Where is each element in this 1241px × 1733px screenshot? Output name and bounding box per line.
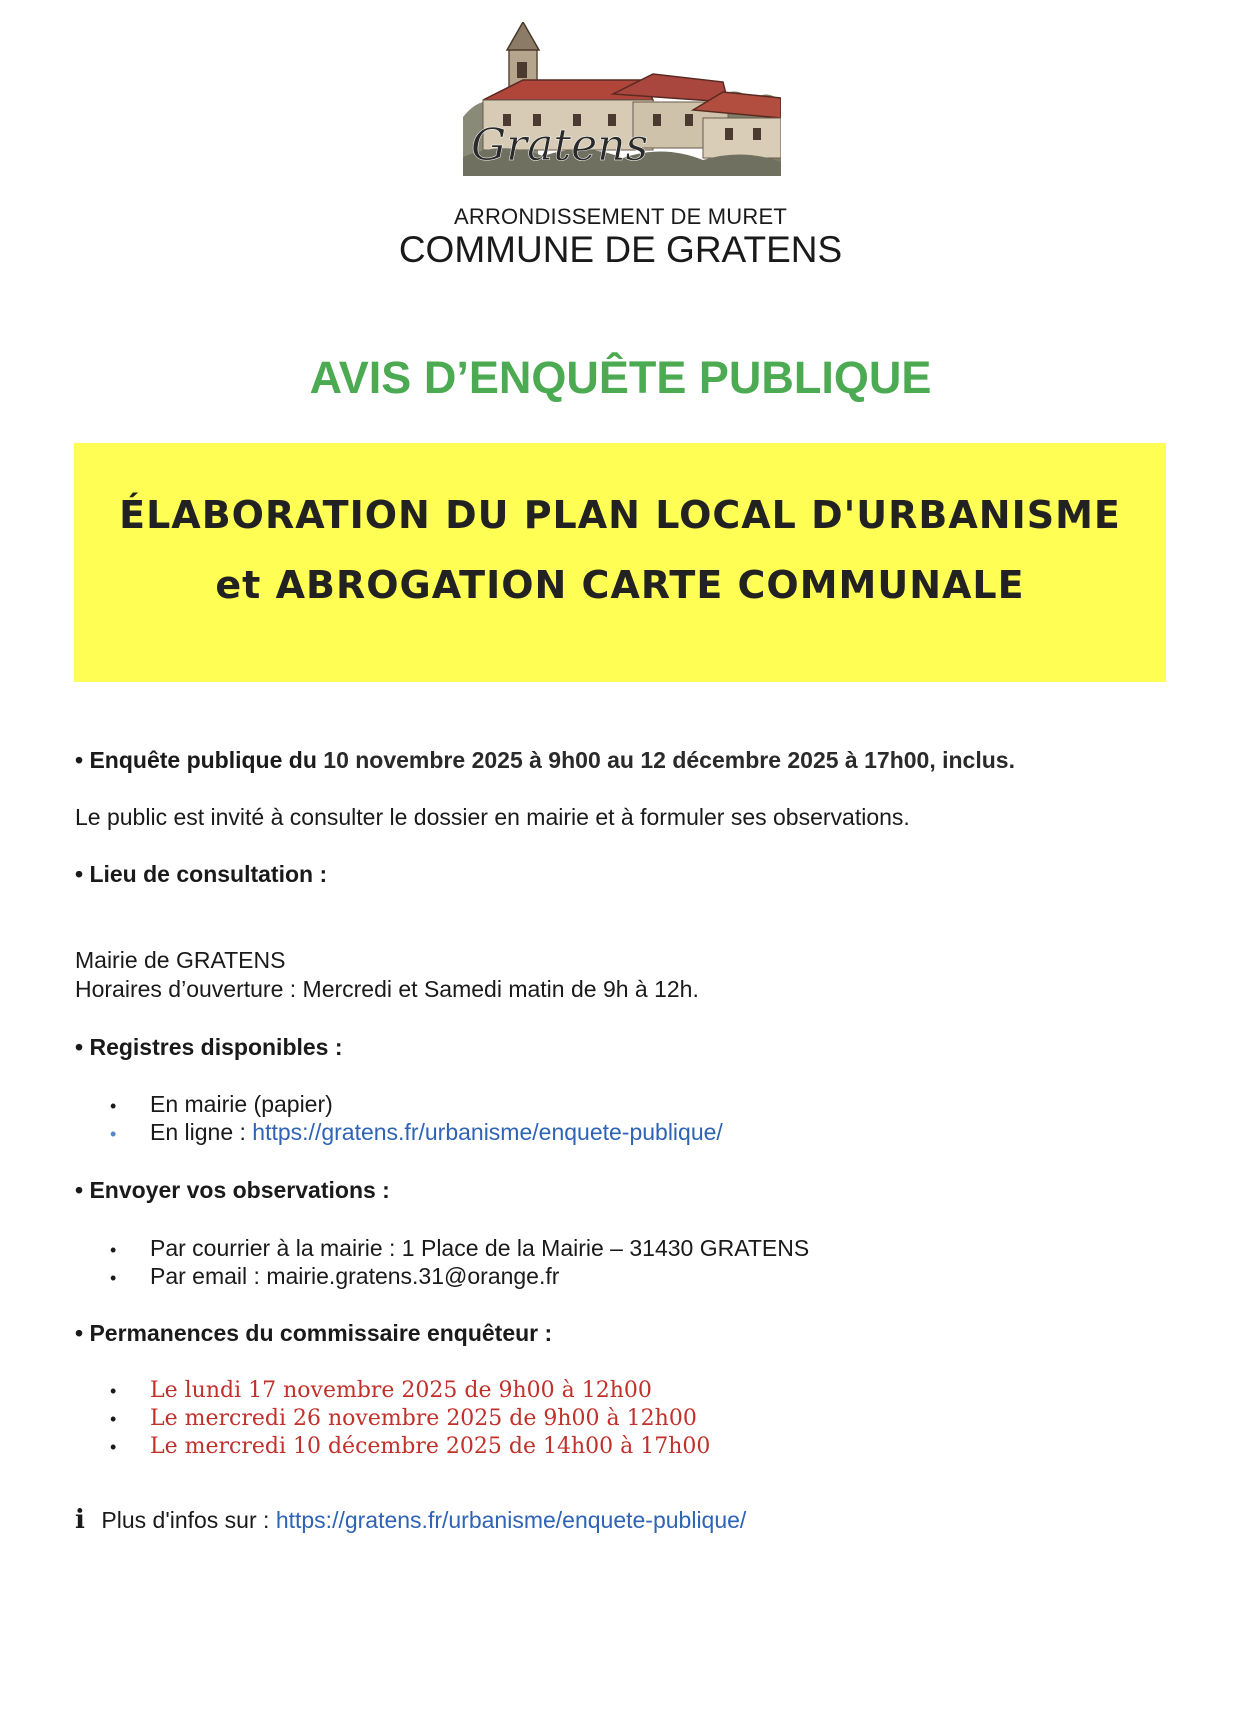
enquete-dates: 10 novembre 2025 à 9h00 au 12 décembre 2025 à 17h00, inclus. [323, 747, 1015, 773]
registres-heading [75, 1034, 343, 1061]
more-info-link[interactable]: https://gratens.fr/urbanisme/enquete-publique/ [275, 1507, 747, 1533]
list-bullet: • [110, 1437, 117, 1457]
permanence-1: Le lundi 17 novembre 2025 de 9h00 à 12h00 [150, 1378, 652, 1403]
permanences-heading [75, 1320, 552, 1347]
bullet: • [75, 1034, 84, 1060]
list-item [110, 1091, 333, 1118]
lieu-mairie: Mairie de GRATENS [75, 947, 286, 973]
banner-line-1: ÉLABORATION DU PLAN LOCAL D'URBANISME [119, 493, 1121, 537]
list-bullet: • [110, 1096, 117, 1116]
commune-heading: COMMUNE DE GRATENS [398, 229, 843, 270]
permanence-item [110, 1378, 652, 1403]
banner-line-2: et ABROGATION CARTE COMMUNALE [215, 563, 1025, 607]
registre-link[interactable]: https://gratens.fr/urbanisme/enquete-publique/ [252, 1119, 723, 1145]
bullet: • [75, 747, 84, 773]
info-icon: i [75, 1505, 85, 1535]
permanence-3: Le mercredi 10 décembre 2025 de 14h00 à 17h00 [150, 1434, 711, 1459]
permanence-2: Le mercredi 26 novembre 2025 de 9h00 à 12h00 [150, 1406, 697, 1431]
observation-courrier: Par courrier à la mairie : 1 Place de la Mairie – 31430 GRATENS [150, 1235, 810, 1261]
lieu-heading-text: Lieu de consultation : [89, 861, 328, 887]
list-item [110, 1235, 809, 1262]
registre-papier: En mairie (papier) [150, 1091, 333, 1117]
bullet: • [75, 1320, 84, 1346]
registres-heading-text: Registres disponibles : [89, 1034, 343, 1060]
more-info-line [75, 1505, 746, 1535]
permanences-heading-text: Permanences du commissaire enquêteur : [89, 1320, 553, 1346]
enquete-dates-line [75, 747, 1015, 774]
arrondissement-heading: ARRONDISSEMENT DE MURET [454, 204, 787, 229]
list-item [110, 1119, 723, 1146]
more-info-label: Plus d'infos sur : [101, 1507, 270, 1533]
list-bullet: • [110, 1268, 117, 1288]
village-illustration [463, 22, 781, 176]
observations-heading [75, 1177, 390, 1204]
notice-title: AVIS D’ENQUÊTE PUBLIQUE [309, 352, 932, 403]
permanence-item [110, 1406, 697, 1431]
observations-heading-text: Envoyer vos observations : [89, 1177, 390, 1203]
enquete-label: Enquête publique du [89, 747, 317, 773]
list-bullet: • [110, 1124, 117, 1144]
list-bullet: • [110, 1381, 117, 1401]
bullet: • [75, 861, 84, 887]
lieu-horaires: Horaires d’ouverture : Mercredi et Samedi matin de 9h à 12h. [75, 976, 699, 1002]
gratens-logo [463, 22, 781, 176]
list-item [110, 1263, 559, 1290]
lieu-heading [75, 861, 327, 888]
subject-banner [74, 443, 1166, 682]
observation-email: Par email : mairie.gratens.31@orange.fr [150, 1263, 560, 1289]
permanence-item [110, 1434, 710, 1459]
list-bullet: • [110, 1409, 117, 1429]
bullet: • [75, 1177, 84, 1203]
intro-text: Le public est invité à consulter le dossier en mairie et à formuler ses observations. [75, 804, 910, 830]
list-bullet: • [110, 1240, 117, 1260]
logo-text: Gratens [471, 120, 649, 171]
registre-ligne-label: En ligne : [150, 1119, 246, 1145]
